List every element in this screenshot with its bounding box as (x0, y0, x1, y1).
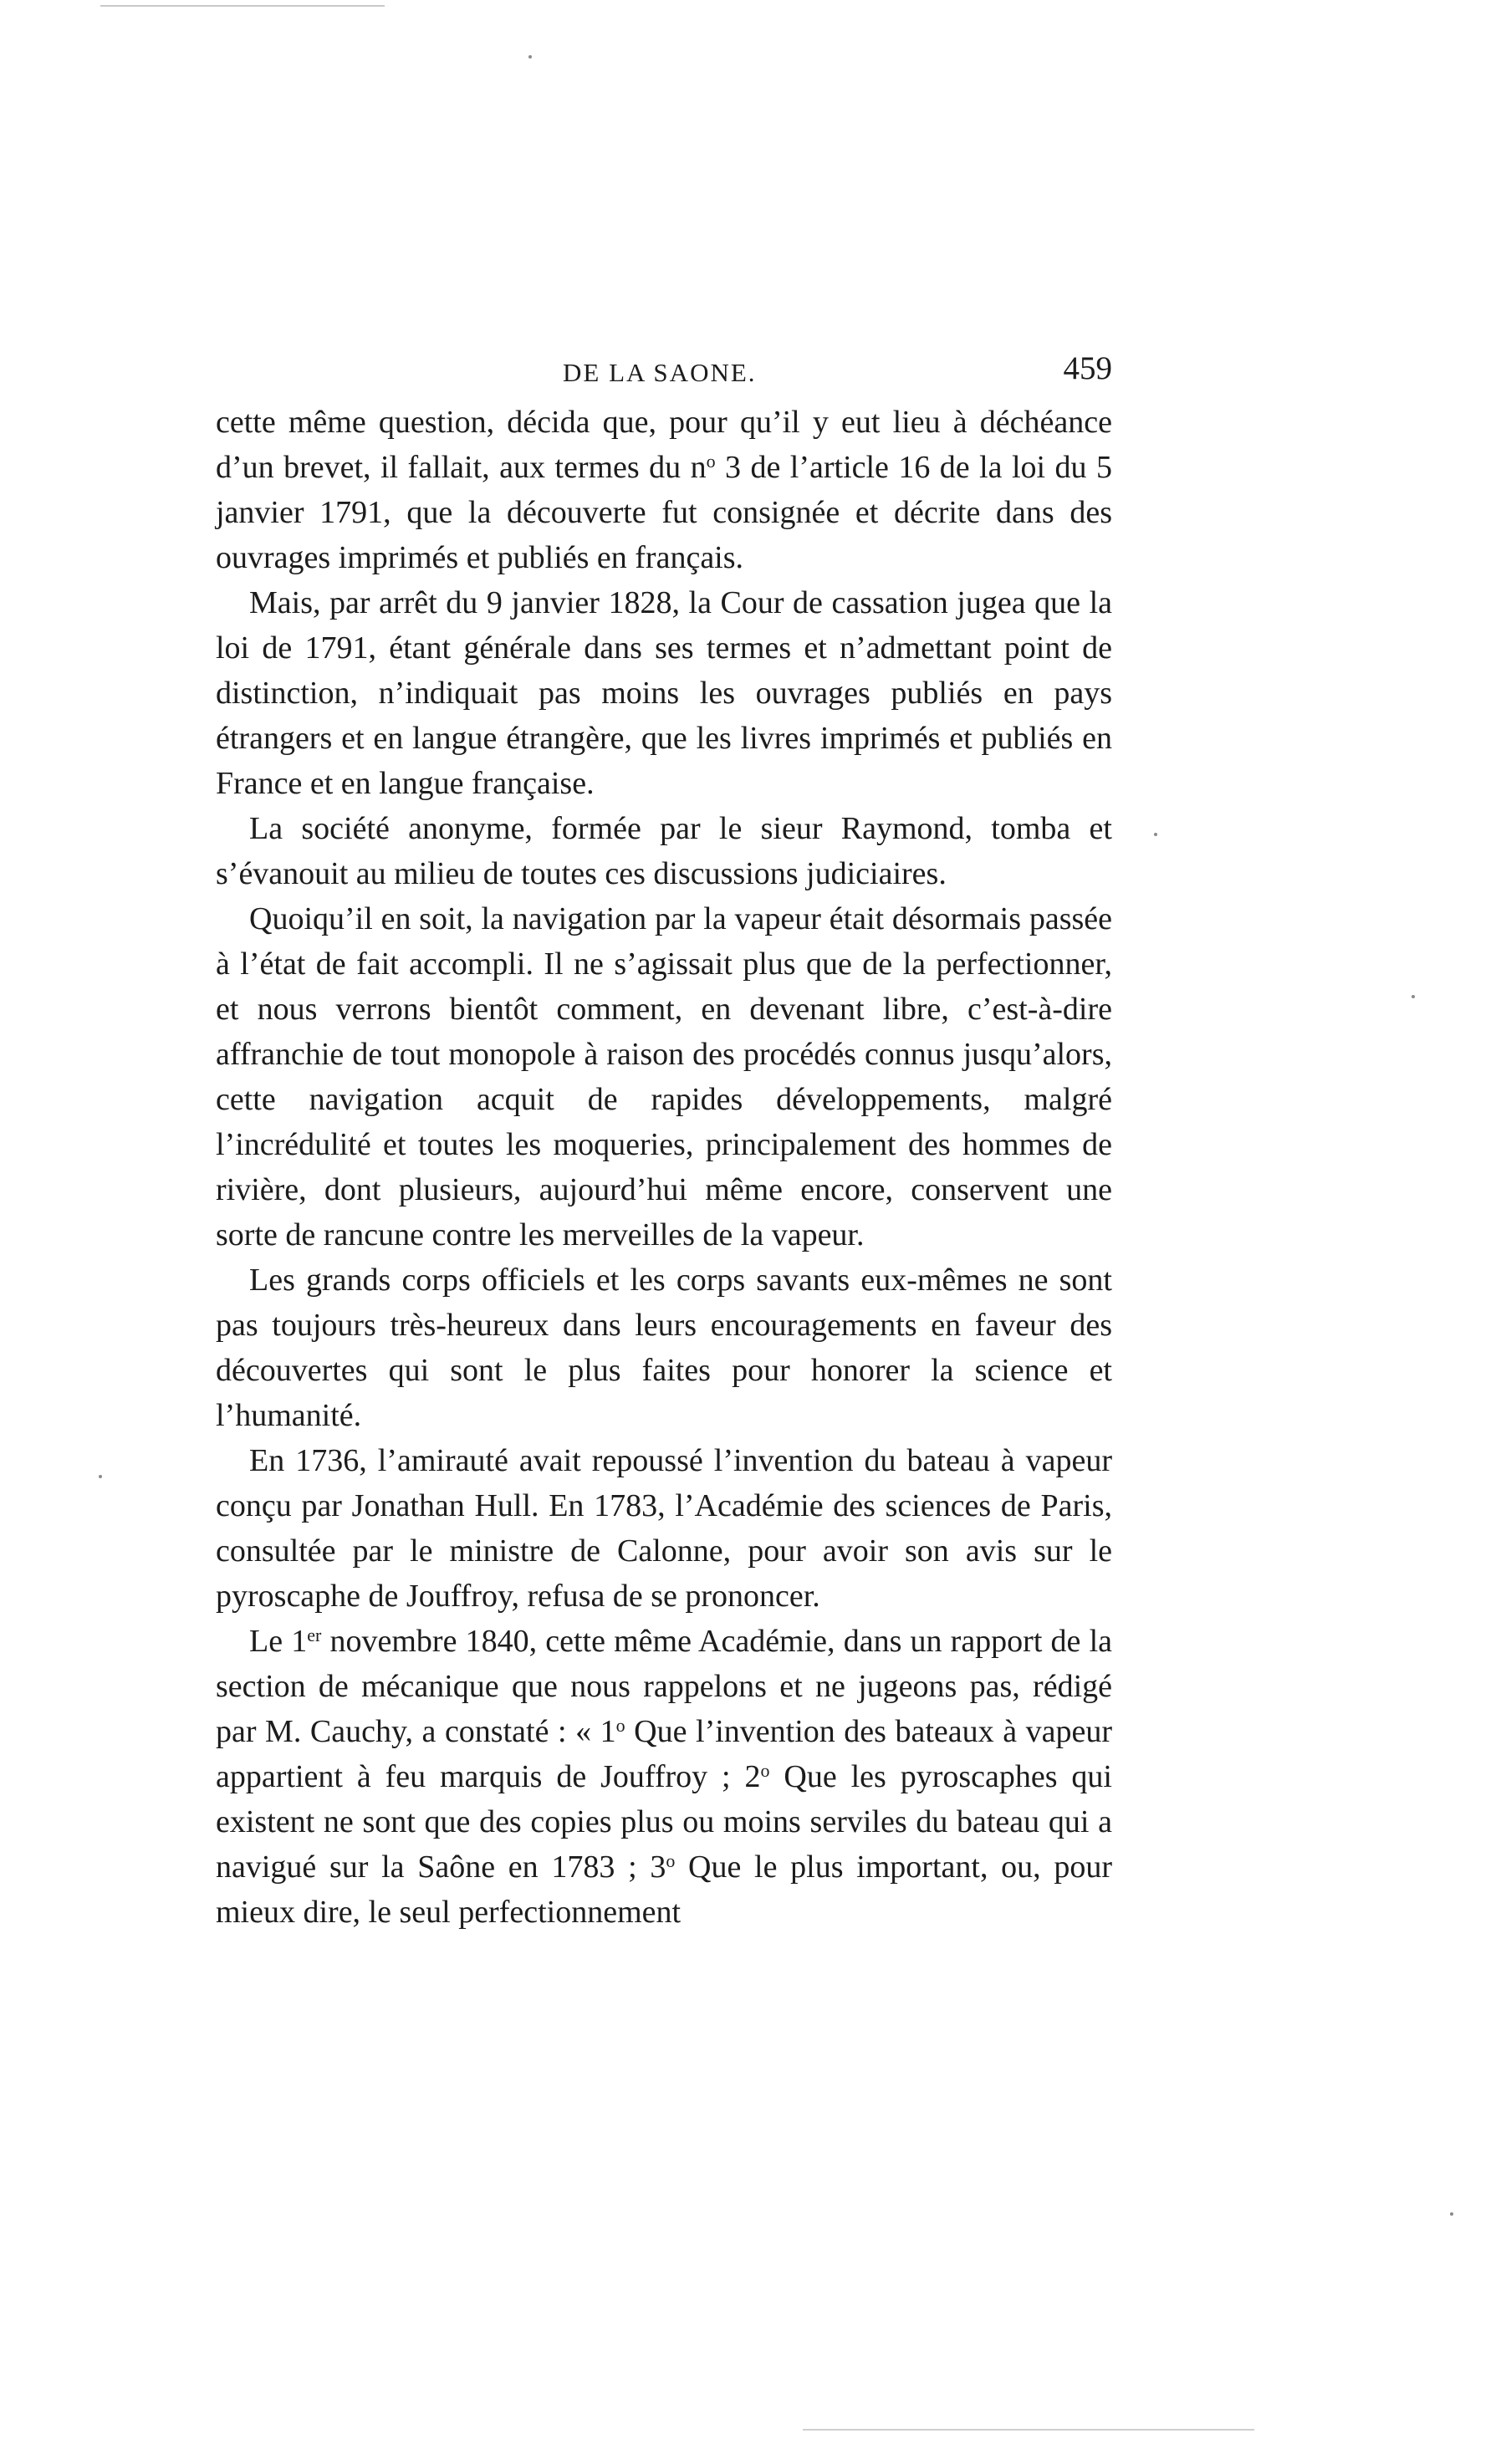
paragraph: En 1736, l’amirauté avait repoussé l’invention du bateau à vapeur conçu par Jonathan Hull. En 1783, l’Académie des sciences de Paris, consultée par le ministre de Calonne, pour avoir son avis sur le pyroscaphe de Jouffroy, refusa de se prononcer. (216, 1443, 1112, 1614)
paragraph-text: Que les pyroscaphes qui existent ne sont que des copies plus ou moins serviles du bateau qui a navigué sur la Saône en 1783 ; 3 (216, 1759, 1112, 1885)
scan-speck (1154, 833, 1157, 836)
superscript: o (615, 1715, 625, 1736)
running-title: DE LA SAONE. (563, 358, 757, 387)
scan-speck (1412, 995, 1415, 998)
paragraph (216, 1619, 1112, 1935)
superscript: o (760, 1760, 770, 1781)
paragraph: Quoiqu’il en soit, la navigation par la vapeur était désormais passée à l’état de fait accompli. Il ne s’agissait plus que de la perfectionner, et nous verrons bientôt comment, en devenant libre, c’est-à-dire affranchie de tout monopole à raison des procédés connus jusqu’alors, cette navigation acquit de rapides développements, malgré l’incrédulité et toutes les moqueries, principalement des hommes de rivière, dont plusieurs, aujourd’hui même encore, conservent une sorte de rancune contre les merveilles de la vapeur. (216, 901, 1112, 1252)
scan-speck (1450, 2212, 1453, 2216)
paragraph: Mais, par arrêt du 9 janvier 1828, la Cour de cassation jugea que la loi de 1791, étant générale dans ses termes et n’admettant point de distinction, n’indiquait pas moins les ouvrages publiés en pays étrangers et en langue étrangère, que les livres imprimés et publiés en France et en langue française. (216, 585, 1112, 801)
scan-edge-top (100, 5, 385, 7)
page-number: 459 (1063, 350, 1112, 386)
paragraph-text: 3 de l’article 16 de la loi du 5 janvier 1791, que la découverte fut consignée et décrite dans des ouvrages imprimés et publiés en français. (216, 450, 1112, 575)
paragraph-text: Le 1 (249, 1624, 308, 1659)
paragraph-text: Que l’invention des bateaux à vapeur appartient à feu marquis de Jouffroy ; 2 (216, 1714, 1112, 1794)
paragraph-continued (216, 400, 1112, 580)
paragraph-text: Que le plus important, ou, pour mieux dire, le seul perfectionnement (216, 1849, 1112, 1930)
superscript: o (706, 451, 716, 472)
paragraph: Les grands corps officiels et les corps savants eux-mêmes ne sont pas toujours très-heureux dans leurs encouragements en faveur des découvertes qui sont le plus faites pour honorer la science et l’humanité. (216, 1263, 1112, 1433)
superscript: er (307, 1625, 322, 1645)
superscript: o (666, 1850, 676, 1871)
scan-speck (528, 55, 532, 59)
scan-speck (99, 1475, 102, 1478)
paragraph-text: cette même question, décida que, pour qu’il y eut lieu à déchéance d’un brevet, il fallait, aux termes du n (216, 405, 1112, 485)
paragraph-text: novembre 1840, cette même Académie, dans un rapport de la section de mécanique que nous rappelons et ne jugeons pas, rédigé par M. Cauchy, a constaté : « 1 (216, 1624, 1112, 1749)
running-head (216, 349, 1112, 400)
paragraph: La société anonyme, formée par le sieur Raymond, tomba et s’évanouit au milieu de toutes ces discussions judiciaires. (216, 811, 1112, 891)
body-text (216, 400, 1112, 1935)
scan-edge-bottom (803, 2429, 1254, 2431)
